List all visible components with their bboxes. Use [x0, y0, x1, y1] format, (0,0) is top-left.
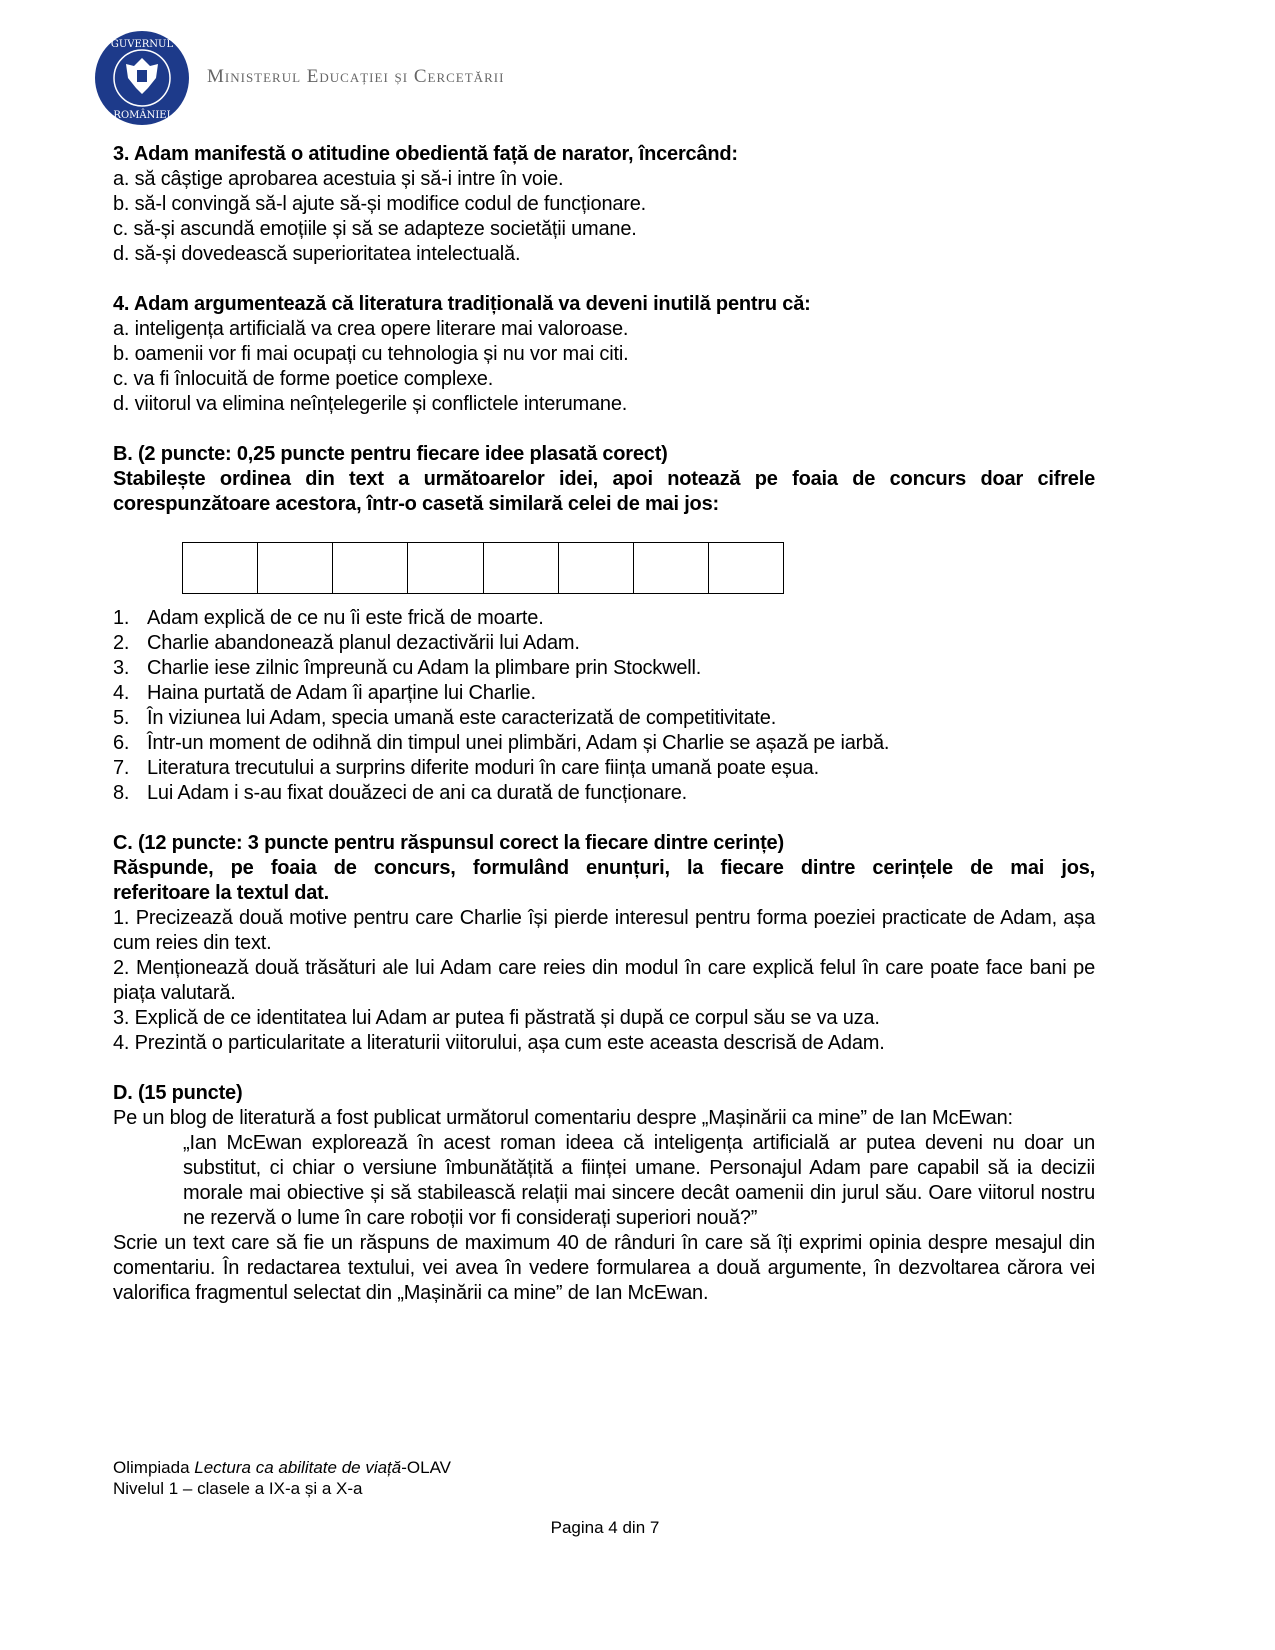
item-number: 4. [113, 682, 130, 704]
list-item [113, 631, 1095, 656]
list-item [113, 781, 1095, 806]
q3-option-d: d. să-și dovedească superioritatea intelectuală. [113, 243, 521, 265]
item-number: 8. [113, 782, 130, 804]
item-text: În viziunea lui Adam, specia umană este caracterizată de competitivitate. [147, 707, 777, 729]
item-text: Charlie iese zilnic împreună cu Adam la plimbare prin Stockwell. [147, 657, 702, 679]
list-item [113, 706, 1095, 731]
q3-option-a: a. să câștige aprobarea acestuia și să-i intre în voie. [113, 168, 564, 190]
q4-option-a: a. inteligența artificială va crea opere literare mai valoroase. [113, 318, 629, 340]
answer-cell [183, 543, 258, 593]
requirement-1: 1. Precizează două motive pentru care Charlie își pierde interesul pentru forma poeziei practicate de Adam, așa cum reies din text. [113, 907, 1095, 954]
item-number: 6. [113, 732, 130, 754]
list-item [113, 656, 1095, 681]
blog-quote: „Ian McEwan explorează în acest roman ideea că inteligența artificială ar putea deveni nu doar un substitut, ci chiar o versiune îmbunătățită a ființei umane. Personajul Adam pare capabil să ia decizii morale mai obiective și să stabilească relații mai sincere decât oamenii din jurul său. Oare viitorul nostru ne rezervă o lume în care roboții vor fi considerați superiori nouă?” [183, 1132, 1095, 1229]
item-number: 3. [113, 657, 130, 679]
q3-option-c: c. să-și ascundă emoțiile și să se adapteze societății umane. [113, 218, 637, 240]
government-seal-logo [94, 30, 190, 126]
svg-text:GUVERNUL: GUVERNUL [110, 39, 174, 50]
item-text: Lui Adam i s-au fixat douăzeci de ani ca durată de funcționare. [147, 782, 687, 804]
question-3-title: 3. Adam manifestă o atitudine obedientă față de narator, încercând: [113, 143, 738, 165]
item-text: Haina purtată de Adam îi aparține lui Charlie. [147, 682, 536, 704]
item-number: 5. [113, 707, 130, 729]
section-c-title: C. (12 puncte: 3 puncte pentru răspunsul corect la fiecare dintre cerințe) [113, 832, 784, 854]
section-b-instructions: Stabilește ordinea din text a următoarelor idei, apoi notează pe foaia de concurs doar cifrele [113, 468, 1095, 490]
footer-level: Nivelul 1 – clasele a IX-a și a X-a [113, 1479, 363, 1498]
requirement-3: 3. Explică de ce identitatea lui Adam ar putea fi păstrată și după ce corpul său se va uza. [113, 1007, 880, 1029]
item-text: Literatura trecutului a surprins diferite moduri în care ființa umană poate eșua. [147, 757, 819, 779]
list-item [113, 731, 1095, 756]
item-number: 2. [113, 632, 130, 654]
q3-option-b: b. să-l convingă să-l ajute să-și modifice codul de funcționare. [113, 193, 647, 215]
section-d-task: Scrie un text care să fie un răspuns de maximum 40 de rânduri în care să îți exprimi opinia despre mesajul din comentariu. În redactarea textului, vei avea în vedere formularea a două argumente, în dezvoltarea cărora vei valorifica fragmentul selectat din „Mașinării ca mine” de Ian McEwan. [113, 1232, 1095, 1304]
list-item [113, 756, 1095, 781]
section-b-instructions-2: corespunzătoare acestora, într-o casetă similară celei de mai jos: [113, 493, 719, 515]
section-c-instructions: Răspunde, pe foaia de concurs, formulând enunțuri, la fiecare dintre cerințele de mai jos, [113, 857, 1095, 879]
item-text: Charlie abandonează planul dezactivării lui Adam. [147, 632, 580, 654]
document-body [113, 142, 1095, 1306]
footer-olympiad-suffix: -OLAV [401, 1458, 451, 1477]
ideas-list [113, 606, 1095, 806]
q4-option-c: c. va fi înlocuită de forme poetice complexe. [113, 368, 494, 390]
question-4-title: 4. Adam argumentează că literatura tradițională va deveni inutilă pentru că: [113, 293, 811, 315]
list-item [113, 606, 1095, 631]
item-text: Într-un moment de odihnă din timpul unei plimbări, Adam și Charlie se așază pe iarbă. [147, 732, 890, 754]
answer-cell [559, 543, 634, 593]
svg-text:ROMÂNIEI: ROMÂNIEI [113, 110, 171, 121]
section-b-title: B. (2 puncte: 0,25 puncte pentru fiecare idee plasată corect) [113, 443, 668, 465]
item-text: Adam explică de ce nu îi este frică de moarte. [147, 607, 544, 629]
footer-olympiad-prefix: Olimpiada [113, 1458, 195, 1477]
answer-grid [182, 542, 784, 594]
requirement-2: 2. Menționează două trăsături ale lui Adam care reies din modul în care explică felul în care poate face bani pe piața valutară. [113, 957, 1095, 1004]
section-c-instructions-2: referitoare la textul dat. [113, 882, 329, 904]
section-d-intro: Pe un blog de literatură a fost publicat următorul comentariu despre „Mașinării ca mine” de Ian McEwan: [113, 1107, 1013, 1129]
item-number: 1. [113, 607, 130, 629]
answer-cell [333, 543, 408, 593]
item-number: 7. [113, 757, 130, 779]
footer-olympiad-name: Lectura ca abilitate de viață [194, 1458, 402, 1477]
ministry-name: Ministerul Educației și Cercetării [207, 66, 505, 87]
answer-cell [484, 543, 559, 593]
answer-cell [258, 543, 333, 593]
q4-option-b: b. oamenii vor fi mai ocupați cu tehnologia și nu vor mai citi. [113, 343, 629, 365]
page-number: Pagina 4 din 7 [550, 1518, 660, 1537]
q4-option-d: d. viitorul va elimina neînțelegerile și conflictele interumane. [113, 393, 628, 415]
answer-cell [709, 543, 783, 593]
section-d-title: D. (15 puncte) [113, 1082, 243, 1104]
answer-cell [634, 543, 709, 593]
list-item [113, 681, 1095, 706]
requirement-4: 4. Prezintă o particularitate a literaturii viitorului, așa cum este aceasta descrisă de Adam. [113, 1032, 885, 1054]
footer [113, 1457, 451, 1499]
answer-cell [408, 543, 483, 593]
